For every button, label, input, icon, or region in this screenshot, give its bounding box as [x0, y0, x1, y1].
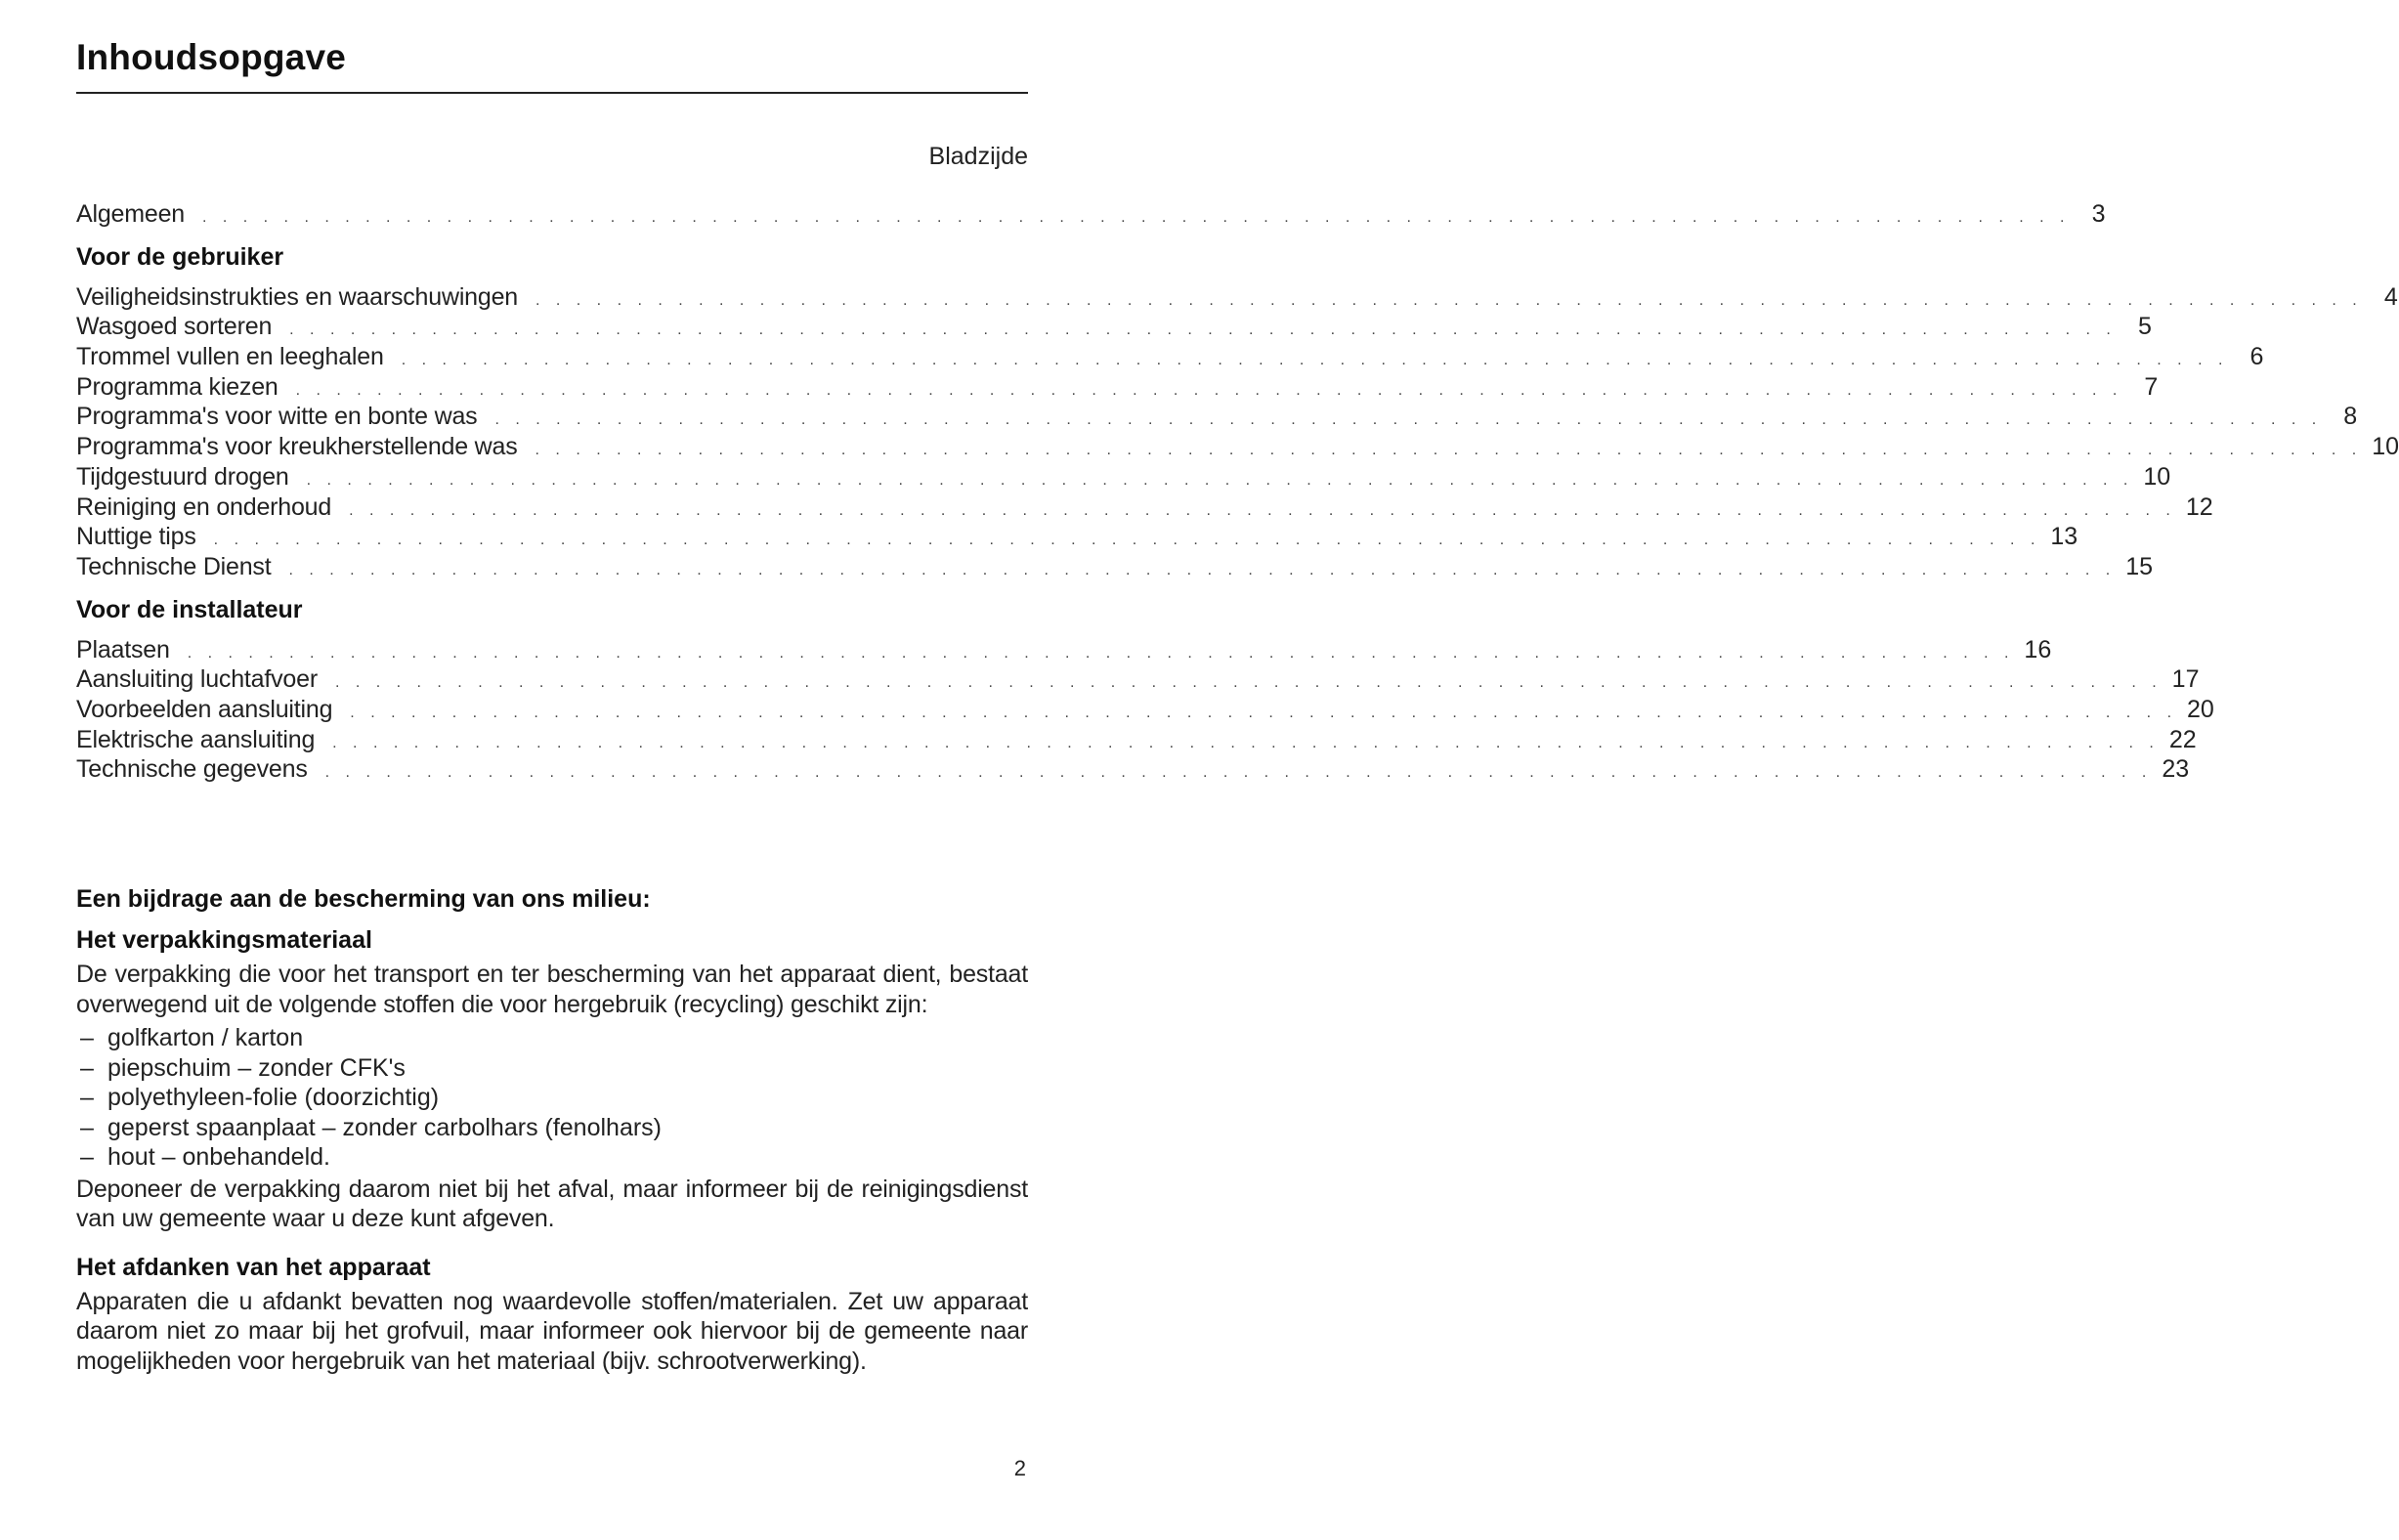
packaging-outro: Deponeer de verpakking daarom niet bij het afval, maar informeer bij de reinigingsdienst van uw gemeente waar u deze kunt afgeven. — [76, 1175, 1028, 1232]
packaging-material-item — [76, 1113, 1028, 1143]
packaging-material-item — [76, 1023, 1028, 1053]
toc-entry-page: 7 — [2144, 372, 2159, 401]
toc-entry-page: 10 — [2143, 462, 2171, 491]
toc-entry-label: Veiligheidsinstrukties en waarschuwingen — [76, 282, 518, 311]
toc-entry-label: Tijdgestuurd drogen — [76, 462, 289, 491]
packaging-heading: Het verpakkingsmateriaal — [76, 926, 372, 954]
toc-entry-page: 6 — [2249, 343, 2264, 371]
packaging-material-item — [76, 1142, 1028, 1173]
disposal-heading: Het afdanken van het apparaat — [76, 1253, 431, 1281]
packaging-material-item — [76, 1083, 1028, 1113]
toc-section-user-heading: Voor de gebruiker — [76, 242, 284, 271]
toc-entry-label: Algemeen — [76, 200, 185, 228]
dot-leader: . . . . . . . . . . . . . . . . . . . . . . . . . . . . . . . . . . . . . . . . . . . . . . . . . . . . . . . . . . . . . . . . . . . . . . . . . . . . . . . . . . . . . . . . . . — [295, 381, 2123, 399]
dot-leader: . . . . . . . . . . . . . . . . . . . . . . . . . . . . . . . . . . . . . . . . . . . . . . . . . . . . . . . . . . . . . . . . . . . . . . . . . . . . . . . . . . . . . . . . . . — [350, 704, 2178, 721]
list-dash: – — [80, 1113, 94, 1141]
toc-entry-label: Elektrische aansluiting — [76, 725, 316, 753]
environment-section — [76, 881, 1028, 1376]
toc-entry-label: Nuttige tips — [76, 523, 196, 551]
toc-entry-page: 22 — [2168, 725, 2197, 753]
toc-entry-page: 16 — [2024, 635, 2052, 663]
dot-leader: . . . . . . . . . . . . . . . . . . . . . . . . . . . . . . . . . . . . . . . . . . . . . . . . . . . . . . . . . . . . . . . . . . . . . . . . . . . . . . . . . . . . . . . . . . — [324, 764, 2153, 782]
environment-heading: Een bijdrage aan de bescherming van ons milieu: — [76, 885, 651, 913]
packaging-materials-list — [76, 1023, 1028, 1173]
toc-entry[interactable] — [76, 282, 2398, 314]
toc-entry[interactable] — [76, 635, 2052, 666]
packaging-material-item — [76, 1053, 1028, 1084]
toc-entry-label: Programma kiezen — [76, 372, 278, 401]
toc-entry-label: Plaatsen — [76, 635, 170, 663]
dot-leader: . . . . . . . . . . . . . . . . . . . . . . . . . . . . . . . . . . . . . . . . . . . . . . . . . . . . . . . . . . . . . . . . . . . . . . . . . . . . . . . . . . . . . . . . . . — [213, 532, 2041, 549]
toc-entry-label: Programma's voor witte en bonte was — [76, 403, 478, 431]
toc-entry-label: Aansluiting luchtafvoer — [76, 665, 318, 694]
toc-entry-page: 5 — [2137, 313, 2152, 341]
toc-entry[interactable] — [76, 403, 2358, 433]
toc-entry-page: 12 — [2185, 492, 2213, 521]
dot-leader: . . . . . . . . . . . . . . . . . . . . . . . . . . . . . . . . . . . . . . . . . . . . . . . . . . . . . . . . . . . . . . . . . . . . . . . . . . . . . . . . . . . . . . . . . . — [187, 644, 2015, 662]
packaging-material-text: polyethyleen-folie (doorzichtig) — [107, 1084, 440, 1111]
dot-leader: . . . . . . . . . . . . . . . . . . . . . . . . . . . . . . . . . . . . . . . . . . . . . . . . . . . . . . . . . . . . . . . . . . . . . . . . . . . . . . . . . . . . . . . . . . — [535, 291, 2363, 309]
toc-entry[interactable] — [76, 433, 2399, 463]
packaging-material-text: piepschuim – zonder CFK's — [107, 1053, 406, 1082]
dot-leader: . . . . . . . . . . . . . . . . . . . . . . . . . . . . . . . . . . . . . . . . . . . . . . . . . . . . . . . . . . . . . . . . . . . . . . . . . . . . . . . . . . . . . . . . . . . . — [201, 209, 2071, 226]
list-dash: – — [80, 1143, 94, 1171]
toc-entry[interactable] — [76, 372, 2159, 404]
toc-entry-page: 20 — [2187, 695, 2214, 723]
list-dash: – — [80, 1024, 94, 1051]
page-title: Inhoudsopgave — [76, 37, 346, 77]
toc-entry[interactable] — [76, 462, 2171, 493]
dot-leader: . . . . . . . . . . . . . . . . . . . . . . . . . . . . . . . . . . . . . . . . . . . . . . . . . . . . . . . . . . . . . . . . . . . . . . . . . . . . . . . . . . . . . . . . . . — [289, 321, 2117, 339]
dot-leader: . . . . . . . . . . . . . . . . . . . . . . . . . . . . . . . . . . . . . . . . . . . . . . . . . . . . . . . . . . . . . . . . . . . . . . . . . . . . . . . . . . . . . . . . . . — [332, 734, 2160, 751]
toc-entry-label: Trommel vullen en leeghalen — [76, 343, 384, 371]
toc-entry[interactable] — [76, 313, 2152, 343]
toc-entry-label: Wasgoed sorteren — [76, 313, 273, 341]
dot-leader: . . . . . . . . . . . . . . . . . . . . . . . . . . . . . . . . . . . . . . . . . . . . . . . . . . . . . . . . . . . . . . . . . . . . . . . . . . . . . . . . . . . . . . . . . . — [535, 442, 2363, 459]
list-dash: – — [80, 1053, 94, 1082]
title-underline — [76, 92, 1028, 94]
dot-leader: . . . . . . . . . . . . . . . . . . . . . . . . . . . . . . . . . . . . . . . . . . . . . . . . . . . . . . . . . . . . . . . . . . . . . . . . . . . . . . . . . . . . . . . . . . — [288, 561, 2117, 578]
page-number: 2 — [1013, 1456, 1026, 1480]
list-dash: – — [80, 1084, 94, 1111]
disposal-text: Apparaten die u afdankt bevatten nog waardevolle stoffen/materialen. Zet uw apparaat daarom niet zo maar bij het grofvuil, maar informeer ook hiervoor bij de gemeente naar mogelijkheden voor hergebruik van het materiaal (bijv. schrootverwerking). — [76, 1287, 1028, 1375]
toc-entry-label: Technische gegevens — [76, 755, 308, 784]
packaging-material-text: golfkarton / karton — [107, 1024, 304, 1051]
toc-entry-page: 15 — [2125, 552, 2154, 580]
toc-entry-page: 17 — [2171, 665, 2200, 694]
toc-installer-list — [76, 635, 2214, 786]
toc-entry-label: Voorbeelden aansluiting — [76, 695, 333, 723]
toc-entry[interactable] — [76, 523, 2078, 553]
toc-entry-page: 8 — [2343, 403, 2358, 431]
dot-leader: . . . . . . . . . . . . . . . . . . . . . . . . . . . . . . . . . . . . . . . . . . . . . . . . . . . . . . . . . . . . . . . . . . . . . . . . . . . . . . . . . . . . . . . . . . — [401, 352, 2229, 369]
toc-entry-page: 13 — [2050, 523, 2078, 551]
toc-entry[interactable] — [76, 343, 2264, 373]
toc-user-list — [76, 282, 2399, 583]
table-of-contents — [76, 200, 2399, 786]
dot-leader: . . . . . . . . . . . . . . . . . . . . . . . . . . . . . . . . . . . . . . . . . . . . . . . . . . . . . . . . . . . . . . . . . . . . . . . . . . . . . . . . . . . . . . . . . . — [349, 501, 2176, 519]
toc-entry-page: 3 — [2091, 200, 2106, 228]
toc-entry[interactable] — [76, 552, 2154, 583]
page-column-header: Bladzijde — [928, 143, 1028, 170]
dot-leader: . . . . . . . . . . . . . . . . . . . . . . . . . . . . . . . . . . . . . . . . . . . . . . . . . . . . . . . . . . . . . . . . . . . . . . . . . . . . . . . . . . . . . . . . . . — [494, 411, 2323, 429]
packaging-intro: De verpakking die voor het transport en ter bescherming van het apparaat dient, bestaat overwegend uit de volgende stoffen die voor hergebruik (recycling) geschikt zijn: — [76, 961, 1028, 1018]
toc-entry-page: 10 — [2372, 433, 2399, 461]
toc-entry-label: Reiniging en onderhoud — [76, 492, 332, 521]
packaging-material-text: geperst spaanplaat – zonder carbolhars (fenolhars) — [107, 1113, 663, 1141]
dot-leader: . . . . . . . . . . . . . . . . . . . . . . . . . . . . . . . . . . . . . . . . . . . . . . . . . . . . . . . . . . . . . . . . . . . . . . . . . . . . . . . . . . . . . . . . . . — [334, 674, 2163, 692]
toc-entry[interactable] — [76, 665, 2200, 696]
toc-entry-page: 23 — [2162, 755, 2190, 784]
toc-entry[interactable] — [76, 755, 2190, 786]
toc-section-installer-heading: Voor de installateur — [76, 595, 303, 623]
toc-entry-page: 4 — [2383, 282, 2398, 311]
toc-entry[interactable] — [76, 725, 2197, 756]
dot-leader: . . . . . . . . . . . . . . . . . . . . . . . . . . . . . . . . . . . . . . . . . . . . . . . . . . . . . . . . . . . . . . . . . . . . . . . . . . . . . . . . . . . . . . . . . . — [306, 471, 2134, 489]
toc-entry-label: Technische Dienst — [76, 552, 272, 580]
toc-entry[interactable] — [76, 695, 2214, 726]
toc-entry-general[interactable] — [76, 200, 2106, 231]
toc-entry[interactable] — [76, 492, 2213, 524]
packaging-material-text: hout – onbehandeld. — [107, 1143, 330, 1171]
toc-entry-label: Programma's voor kreukherstellende was — [76, 433, 518, 461]
